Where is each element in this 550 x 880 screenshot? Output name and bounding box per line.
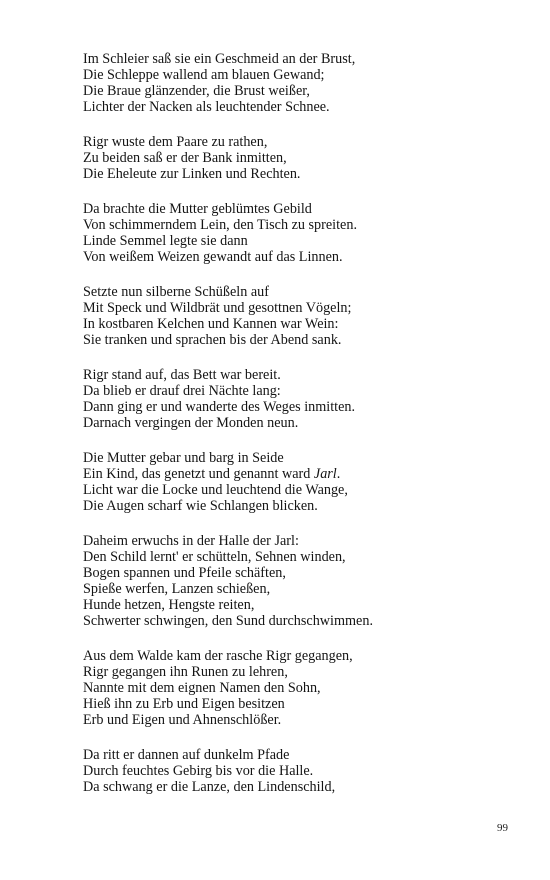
verse-line: Mit Speck und Wildbrät und gesottnen Vögeln; <box>83 299 352 316</box>
verse-line: Da blieb er drauf drei Nächte lang: <box>83 382 281 399</box>
verse-line: Linde Semmel legte sie dann <box>83 233 248 250</box>
verse-line: Da brachte die Mutter geblümtes Gebild <box>83 200 312 217</box>
verse-line: Darnach vergingen der Monden neun. <box>83 415 299 432</box>
verse-line: Rigr stand auf, das Bett war bereit. <box>83 366 281 383</box>
verse-line: Lichter der Nacken als leuchtender Schnee. <box>83 99 330 116</box>
verse-line: Dann ging er und wanderte des Weges inmitten. <box>83 398 356 415</box>
verse-line: Von weißem Weizen gewandt auf das Linnen. <box>83 249 343 266</box>
verse-line: Spieße werfen, Lanzen schießen, <box>83 581 271 597</box>
verse-line <box>83 466 523 482</box>
stanza <box>83 450 523 514</box>
verse-line: In kostbaren Kelchen und Kannen war Wein: <box>83 316 339 332</box>
verse-line: Rigr gegangen ihn Runen zu lehren, <box>83 663 288 680</box>
verse-line: Sie tranken und sprachen bis der Abend sank. <box>83 332 342 349</box>
verse-line: Die Mutter gebar und barg in Seide <box>83 449 284 466</box>
stanza <box>83 134 523 182</box>
stanza <box>83 284 523 348</box>
verse-line: Hieß ihn zu Erb und Eigen besitzen <box>83 696 285 713</box>
verse-line: Die Braue glänzender, die Brust weißer, <box>83 83 310 100</box>
verse-line: Daheim erwuchs in der Halle der Jarl: <box>83 532 299 549</box>
verse-line: Da ritt er dannen auf dunkelm Pfade <box>83 746 290 763</box>
verse-line: Die Augen scharf wie Schlangen blicken. <box>83 498 318 515</box>
verse-line: Von schimmerndem Lein, den Tisch zu spreiten. <box>83 216 357 233</box>
verse-line: Im Schleier saß sie ein Geschmeid an der Brust, <box>83 51 356 67</box>
stanza <box>83 51 523 115</box>
verse-text: Ein Kind, das genetzt und genannt ward <box>83 465 314 482</box>
stanza <box>83 367 523 431</box>
verse-line: Durch feuchtes Gebirg bis vor die Halle. <box>83 763 314 780</box>
stanza <box>83 201 523 265</box>
verse-line: Aus dem Walde kam der rasche Rigr gegangen, <box>83 647 353 664</box>
verse-line: Nannte mit dem eignen Namen den Sohn, <box>83 680 321 697</box>
verse-line: Die Eheleute zur Linken und Rechten. <box>83 166 301 183</box>
verse-line: Rigr wuste dem Paare zu rathen, <box>83 133 268 150</box>
verse-line: Den Schild lernt' er schütteln, Sehnen winden, <box>83 548 346 565</box>
stanza <box>83 648 523 728</box>
verse-line: Hunde hetzen, Hengste reiten, <box>83 597 255 614</box>
verse-line: Zu beiden saß er der Bank inmitten, <box>83 150 287 167</box>
verse-line: Setzte nun silberne Schüßeln auf <box>83 283 269 300</box>
verse-line: Bogen spannen und Pfeile schäften, <box>83 564 286 581</box>
verse-line: Da schwang er die Lanze, den Lindenschild, <box>83 779 336 796</box>
verse-line: Schwerter schwingen, den Sund durchschwimmen. <box>83 613 373 630</box>
poem-text <box>83 51 523 814</box>
name-jarl: Jarl <box>313 465 337 482</box>
verse-line: Die Schleppe wallend am blauen Gewand; <box>83 67 325 84</box>
verse-punctuation: . <box>336 465 341 482</box>
stanza <box>83 747 523 795</box>
page-number: 99 <box>497 822 508 834</box>
stanza <box>83 533 523 630</box>
verse-line: Erb und Eigen und Ahnenschlößer. <box>83 712 282 729</box>
verse-line: Licht war die Locke und leuchtend die Wange, <box>83 481 348 498</box>
